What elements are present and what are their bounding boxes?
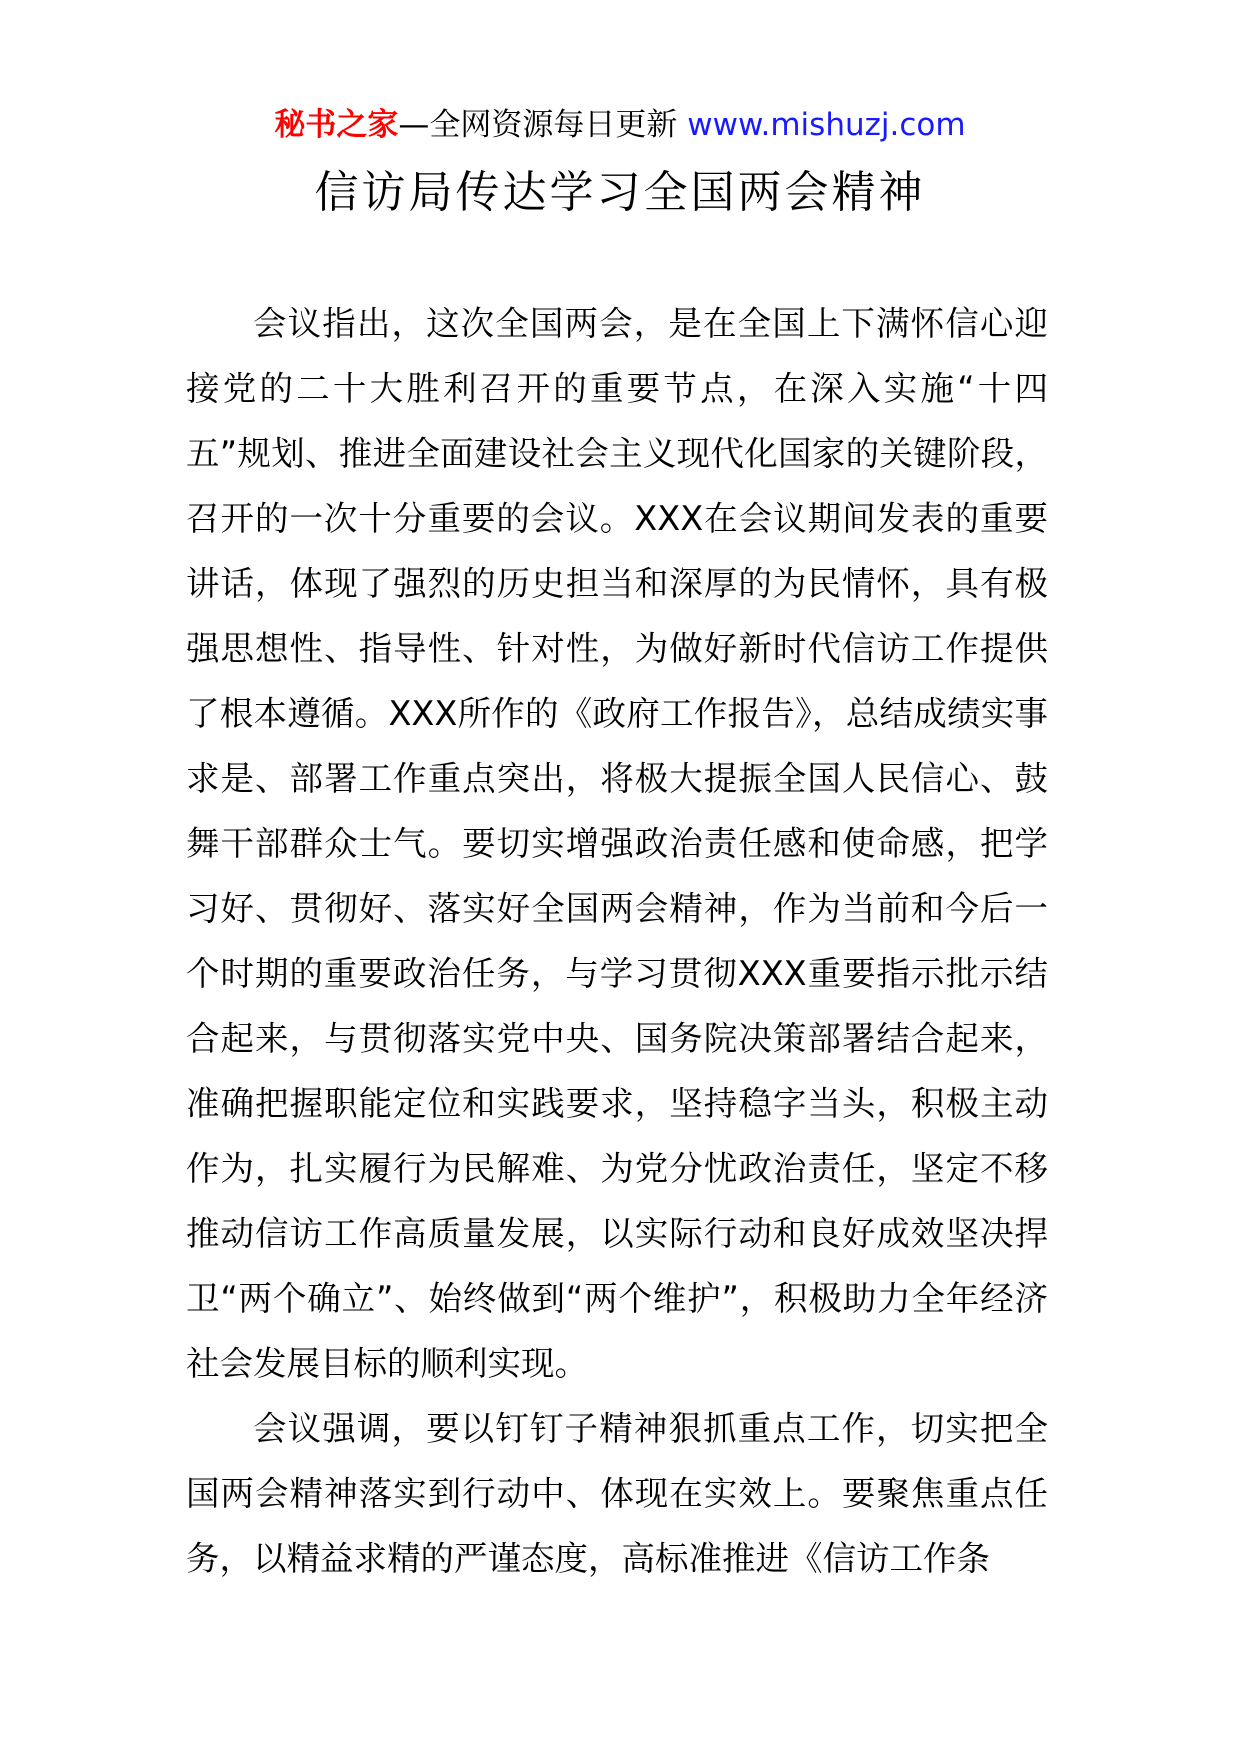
document-title: 信访局传达学习全国两会精神: [314, 167, 926, 218]
brand-name: 秘书之家: [274, 107, 399, 143]
header-tagline: —全网资源每日更新: [398, 107, 688, 143]
document-body: [186, 291, 1048, 1591]
paragraph: 会议指出，这次全国两会，是在全国上下满怀信心迎接党的二十大胜利召开的重要节点，在深入实施“十四五”规划、推进全面建设社会主义现代化国家的关键阶段，召开的一次十分重要的会议。XXX在会议期间发表的重要讲话，体现了强烈的历史担当和深厚的为民情怀，具有极强思想性、指导性、针对性，为做好新时代信访工作提供了根本遵循。XXX所作的《政府工作报告》，总结成绩实事求是、部署工作重点突出，将极大提振全国人民信心、鼓舞干部群众士气。要切实增强政治责任感和使命感，把学习好、贯彻好、落实好全国两会精神，作为当前和今后一个时期的重要政治任务，与学习贯彻XXX重要指示批示结合起来，与贯彻落实党中央、国务院决策部署结合起来，准确把握职能定位和实践要求，坚持稳字当头，积极主动作为，扎实履行为民解难、为党分忧政治责任，坚定不移推动信访工作高质量发展，以实际行动和良好成效坚决捍卫“两个确立”、始终做到“两个维护”，积极助力全年经济社会发展目标的顺利实现。: [186, 304, 1048, 1383]
site-url-link[interactable]: www.mishuzj.com: [687, 107, 966, 143]
site-header: [0, 100, 1240, 150]
paragraph: 会议强调，要以钉钉子精神狠抓重点工作，切实把全国两会精神落实到行动中、体现在实效上。要聚焦重点任务，以精益求精的严谨态度，高标准推进《信访工作条: [186, 1409, 1048, 1578]
